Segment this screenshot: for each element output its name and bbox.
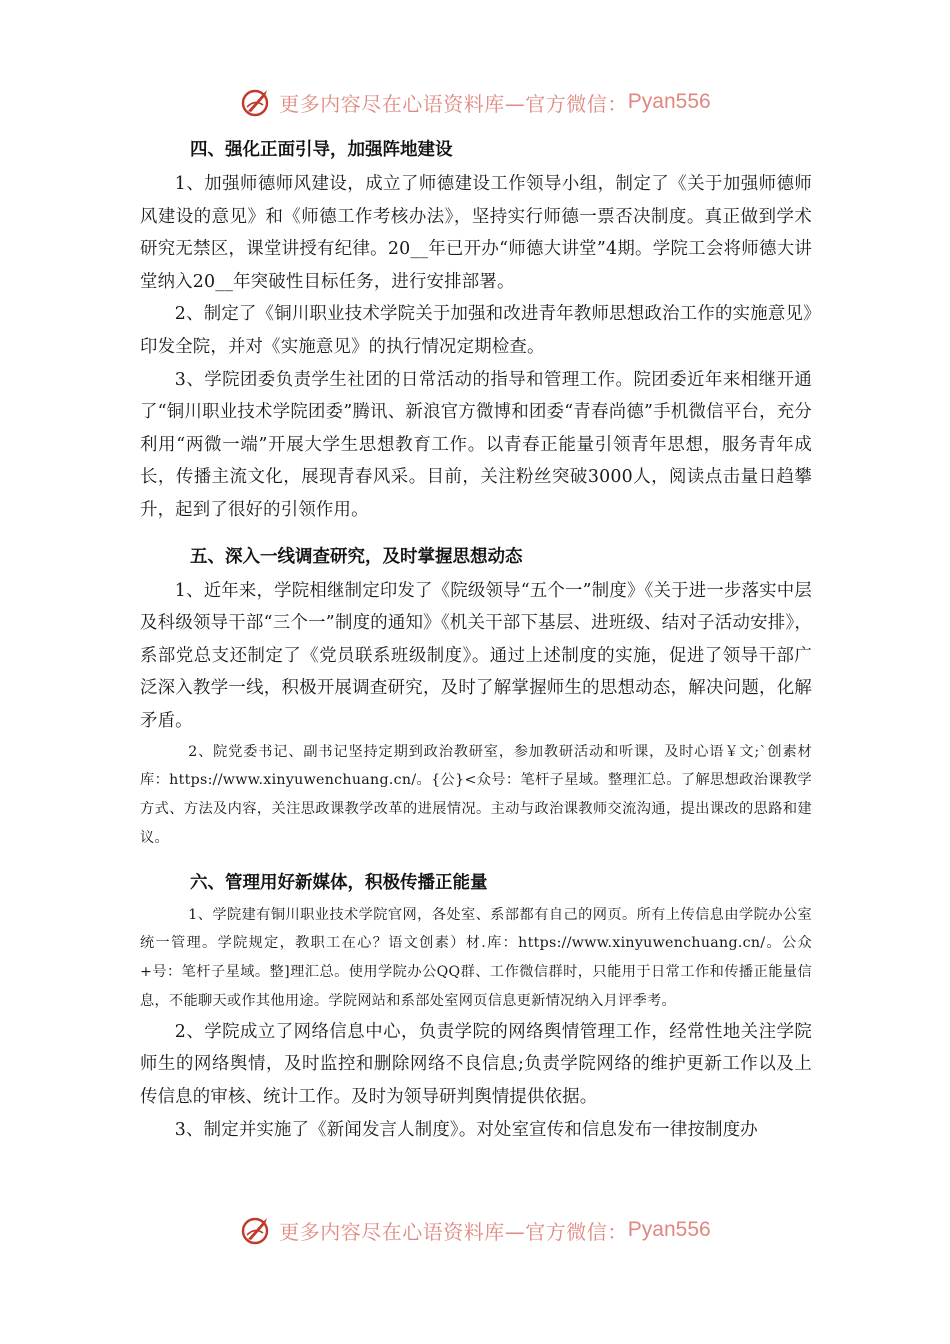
- spacer: [140, 853, 812, 865]
- paragraph: 2、制定了《铜川职业技术学院关于加强和改进青年教师思想政治工作的实施意见》印发全院，并对《实施意见》的执行情况定期检查。: [140, 304, 812, 357]
- section-heading-4: 四、强化正面引导，加强阵地建设: [190, 140, 453, 160]
- footer-banner: [0, 1210, 950, 1250]
- banner-wechat-id: Pyan556: [627, 1218, 711, 1241]
- banner-wechat-id: Pyan556: [627, 90, 711, 113]
- pen-logo-icon: [239, 85, 273, 119]
- section-heading-5: 五、深入一线调查研究，及时掌握思想动态: [190, 546, 523, 567]
- paragraph: 3、制定并实施了《新闻发言人制度》。对处室宣传和信息发布一律按制度办: [174, 1119, 758, 1140]
- pen-logo-icon: [239, 1213, 273, 1247]
- document-body: [140, 132, 812, 1146]
- section-heading-6: 六、管理用好新媒体，积极传播正能量: [190, 872, 488, 893]
- header-banner: [0, 82, 950, 122]
- paragraph: 2、学院成立了网络信息中心，负责学院的网络舆情管理工作，经常性地关注学院师生的网络舆情，及时监控和删除网络不良信息;负责学院网络的维护更新工作以及上传信息的审核、统计工作。及时为领导研判舆情提供依据。: [140, 1021, 812, 1108]
- paragraph: 3、学院团委负责学生社团的日常活动的指导和管理工作。院团委近年来相继开通了“铜川职业技术学院团委”腾讯、新浪官方微博和团委“青春尚德”手机微信平台，充分利用“两微一端”开展大学生思想教育工作。以青春正能量引领青年思想，服务青年成长，传播主流文化，展现青春风采。目前，关注粉丝突破3000人，阅读点击量日趋攀升，起到了很好的引领作用。: [140, 369, 812, 520]
- banner-text: 更多内容尽在心语资料库—官方微信：: [279, 1219, 628, 1244]
- paragraph: 1、近年来，学院相继制定印发了《院级领导“五个一”制度》《关于进一步落实中层及科级领导干部“三个一”制度的通知》《机关干部下基层、进班级、结对子活动安排》，系部党总支还制定了《党员联系班级制度》。通过上述制度的实施，促进了领导干部广泛深入教学一线，积极开展调查研究，及时了解掌握师生的思想动态，解决问题，化解矛盾。: [140, 580, 812, 731]
- paragraph: 2、院党委书记、副书记坚持定期到政治教研室，参加教研活动和听课，及时心语￥文;`创素材库：https://www.xinyuwenchuang.cn/。{公}<众号：笔杆子星域。整理汇总。了解思想政治课教学方式、方法及内容，关注思政课教学改革的进展情况。主动与政治课教师交流沟通，提出课改的思路和建议。: [140, 743, 812, 846]
- banner-text: 更多内容尽在心语资料库—官方微信：: [279, 91, 628, 116]
- spacer: [140, 527, 812, 539]
- paragraph: 1、加强师德师风建设，成立了师德建设工作领导小组，制定了《关于加强师德师风建设的意见》和《师德工作考核办法》，坚持实行师德一票否决制度。真正做到学术研究无禁区，课堂讲授有纪律。20__年已开办“师德大讲堂”4期。学院工会将师德大讲堂纳入20__年突破性目标任务，进行安排部署。: [140, 174, 812, 292]
- paragraph: 1、学院建有铜川职业技术学院官网，各处室、系部都有自己的网页。所有上传信息由学院办公室统一管理。学院规定，教职工在心？语文创素）材.库：https://www.xinyuwenchuang.cn/。公众+号：笔杆子星域。整]理汇总。使用学院办公QQ群、工作微信群时，只能用于日常工作和传播正能量信息，不能聊天或作其他用途。学院网站和系部处室网页信息更新情况纳入月评季考。: [140, 906, 812, 1010]
